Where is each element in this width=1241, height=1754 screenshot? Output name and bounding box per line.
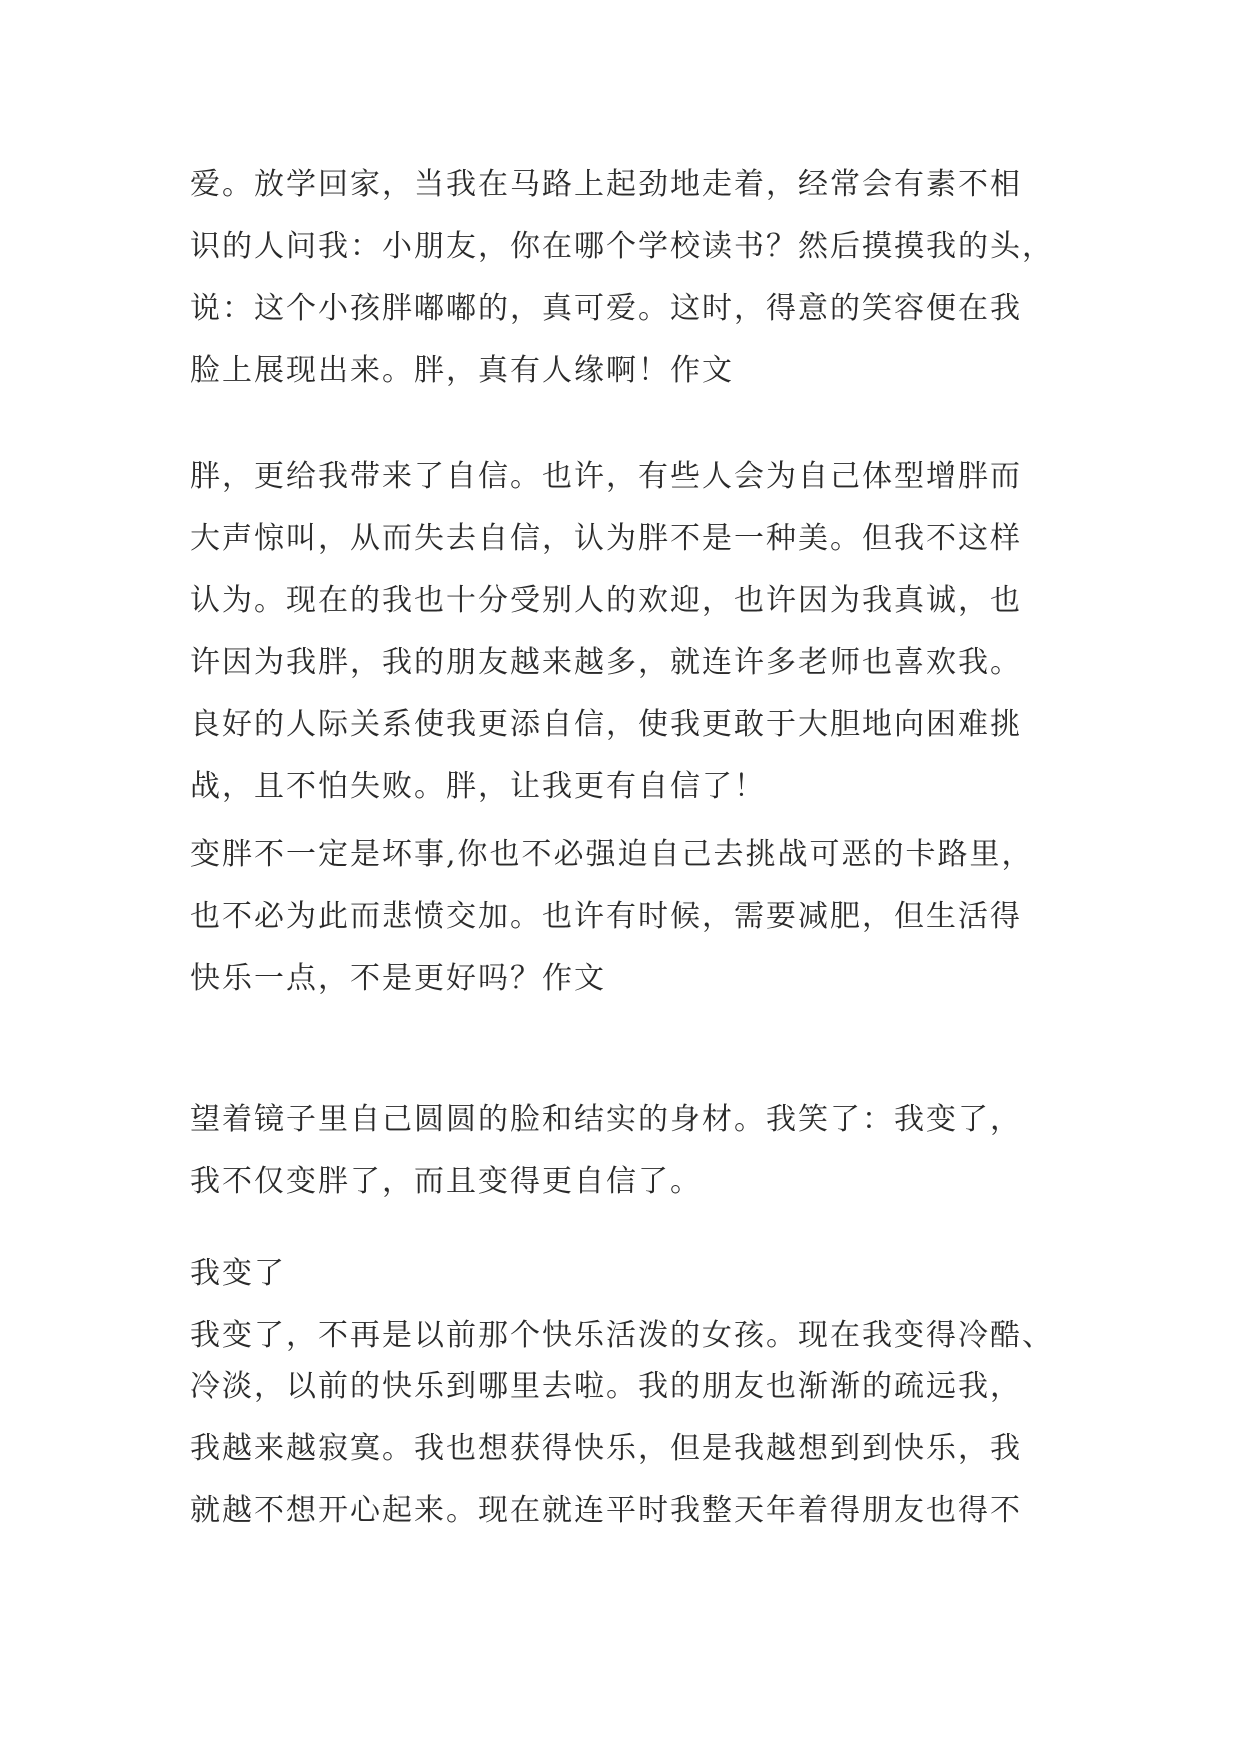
paragraph-2 (190, 446, 1070, 818)
paragraph-5 (190, 1254, 1070, 1542)
text-line: 战，且不怕失败。胖，让我更有自信了！ (190, 769, 766, 804)
paragraph-4 (190, 1089, 1070, 1213)
text-line: 爱。放学回家，当我在马路上起劲地走着，经常会有素不相 (190, 167, 1022, 202)
text-line: 许因为我胖，我的朋友越来越多，就连许多老师也喜欢我。 (190, 645, 1022, 680)
paragraph-1 (190, 154, 1070, 402)
text-line: 我越来越寂寞。我也想获得快乐，但是我越想到到快乐，我 (190, 1431, 1022, 1466)
text-line: 脸上展现出来。胖，真有人缘啊！作文 (190, 353, 734, 388)
text-line: 望着镜子里自己圆圆的脸和结实的身材。我笑了：我变了， (190, 1102, 1022, 1137)
text-line: 我不仅变胖了，而且变得更自信了。 (190, 1164, 702, 1199)
text-line: 说：这个小孩胖嘟嘟的，真可爱。这时，得意的笑容便在我 (190, 291, 1022, 326)
text-line: 也不必为此而悲愤交加。也许有时候，需要减肥，但生活得 (190, 899, 1022, 934)
text-line: 良好的人际关系使我更添自信，使我更敢于大胆地向困难挑 (190, 707, 1022, 742)
text-line: 变胖不一定是坏事,你也不必强迫自己去挑战可恶的卡路里， (190, 837, 1034, 872)
text-line: 我变了，不再是以前那个快乐活泼的女孩。现在我变得冷酷、 (190, 1318, 1054, 1353)
paragraph-3 (190, 824, 1070, 1010)
text-line: 大声惊叫，从而失去自信，认为胖不是一种美。但我不这样 (190, 521, 1022, 556)
section-title: 我变了 (190, 1256, 286, 1291)
text-line: 快乐一点，不是更好吗？作文 (190, 961, 606, 996)
text-line: 冷淡，以前的快乐到哪里去啦。我的朋友也渐渐的疏远我， (190, 1369, 1022, 1404)
text-line: 认为。现在的我也十分受别人的欢迎，也许因为我真诚，也 (190, 583, 1022, 618)
text-line: 胖，更给我带来了自信。也许，有些人会为自己体型增胖而 (190, 459, 1022, 494)
text-line: 就越不想开心起来。现在就连平时我整天年着得朋友也得不 (190, 1493, 1022, 1528)
text-line: 识的人问我：小朋友，你在哪个学校读书？然后摸摸我的头， (190, 229, 1054, 264)
